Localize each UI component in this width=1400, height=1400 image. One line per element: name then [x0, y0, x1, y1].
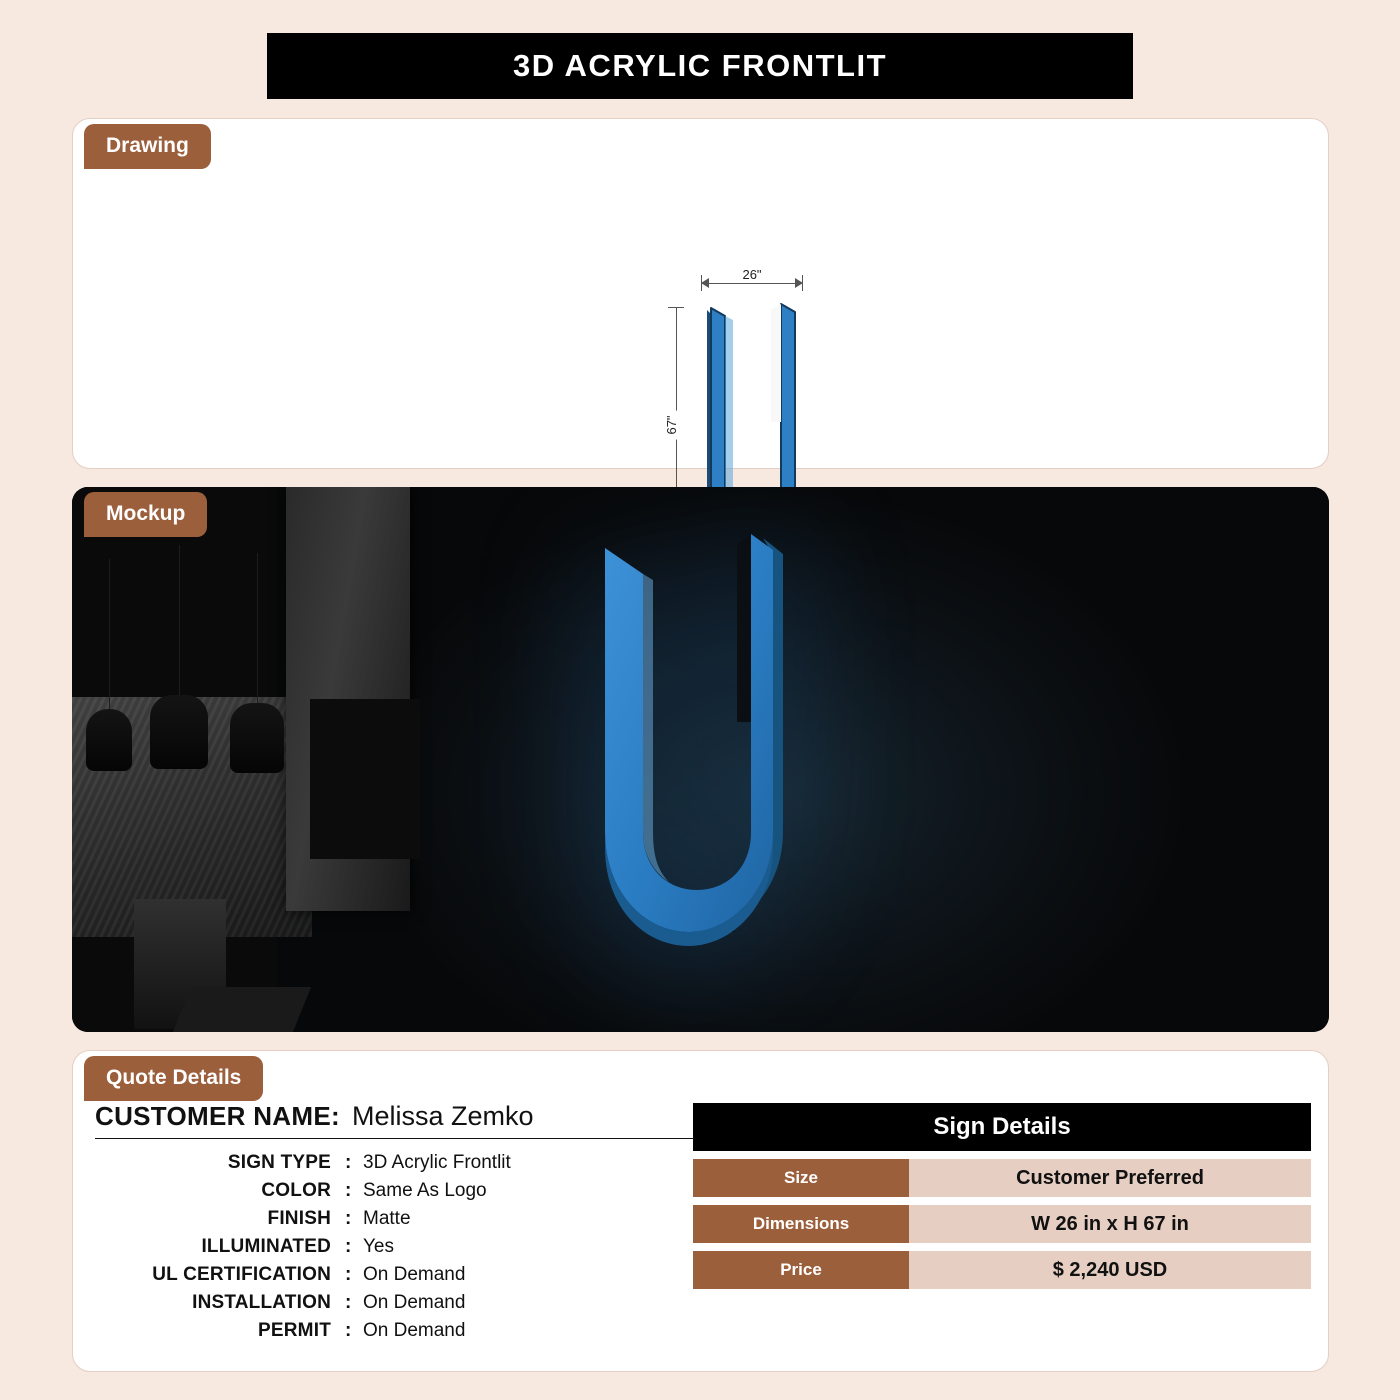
pendant-lamp-icon — [86, 709, 132, 771]
sign-details-key: Size — [693, 1159, 909, 1197]
spec-separator: : — [345, 1180, 352, 1201]
pendant-lamp-icon — [230, 703, 284, 773]
sign-details-value: Customer Preferred — [909, 1159, 1311, 1197]
sign-details-row — [693, 1205, 1311, 1243]
width-dimension-label: 26" — [736, 267, 767, 282]
mockup-floor-shadow — [173, 987, 311, 1032]
spec-value: Same As Logo — [363, 1180, 487, 1201]
spec-key: ILLUMINATED — [201, 1236, 331, 1257]
width-dimension — [701, 267, 803, 295]
table-row — [95, 1261, 715, 1289]
spec-key: COLOR — [261, 1180, 331, 1201]
drawing-card — [72, 118, 1329, 469]
spec-value: On Demand — [363, 1320, 466, 1341]
table-row — [95, 1233, 715, 1261]
width-arrow-left-icon — [701, 278, 709, 288]
sign-details-panel — [693, 1103, 1311, 1289]
mockup-section-tab: Mockup — [84, 492, 207, 537]
drawing-stage — [73, 119, 1328, 468]
page-title: 3D ACRYLIC FRONTLIT — [512, 48, 888, 83]
spec-table — [95, 1149, 715, 1345]
customer-name-label: CUSTOMER NAME: — [95, 1101, 340, 1131]
sign-details-header: Sign Details — [693, 1103, 1311, 1151]
spec-key: UL CERTIFICATION — [152, 1264, 331, 1285]
sign-details-row — [693, 1159, 1311, 1197]
spec-value: On Demand — [363, 1264, 466, 1285]
spec-value: On Demand — [363, 1292, 466, 1313]
sign-details-key: Price — [693, 1251, 909, 1289]
spec-separator: : — [345, 1208, 352, 1229]
width-dimension-line — [701, 283, 803, 284]
page-title-bar — [267, 33, 1133, 99]
spec-value: Yes — [363, 1236, 394, 1257]
width-cap-left — [701, 275, 702, 291]
pendant-lamp-icon — [150, 695, 208, 769]
spec-separator: : — [345, 1264, 352, 1285]
height-dimension-label: 67" — [662, 410, 681, 439]
spec-key: INSTALLATION — [192, 1292, 331, 1313]
drawing-section-tab: Drawing — [84, 124, 211, 169]
letter-u-mockup — [587, 532, 817, 952]
width-cap-right — [802, 275, 803, 291]
spec-separator: : — [345, 1236, 352, 1257]
table-row — [95, 1149, 715, 1177]
spec-key: PERMIT — [258, 1320, 331, 1341]
customer-name-value: Melissa Zemko — [351, 1101, 534, 1131]
spec-value: Matte — [363, 1208, 411, 1229]
height-cap-top — [668, 307, 684, 308]
quote-details-card — [72, 1050, 1329, 1372]
table-row — [95, 1289, 715, 1317]
sign-details-value: $ 2,240 USD — [909, 1251, 1311, 1289]
spec-key: SIGN TYPE — [227, 1152, 331, 1173]
sign-details-value: W 26 in x H 67 in — [909, 1205, 1311, 1243]
sign-details-key: Dimensions — [693, 1205, 909, 1243]
table-row — [95, 1317, 715, 1345]
quote-section-tab: Quote Details — [84, 1056, 263, 1101]
spec-value: 3D Acrylic Frontlit — [363, 1152, 511, 1173]
spec-separator: : — [345, 1320, 352, 1341]
sign-details-row — [693, 1251, 1311, 1289]
spec-separator: : — [345, 1292, 352, 1313]
table-row — [95, 1205, 715, 1233]
spec-separator: : — [345, 1152, 352, 1173]
mockup-card — [72, 487, 1329, 1032]
customer-name-row — [95, 1101, 705, 1139]
spec-key: FINISH — [267, 1208, 331, 1229]
mockup-dark-panel — [310, 699, 420, 859]
table-row — [95, 1177, 715, 1205]
